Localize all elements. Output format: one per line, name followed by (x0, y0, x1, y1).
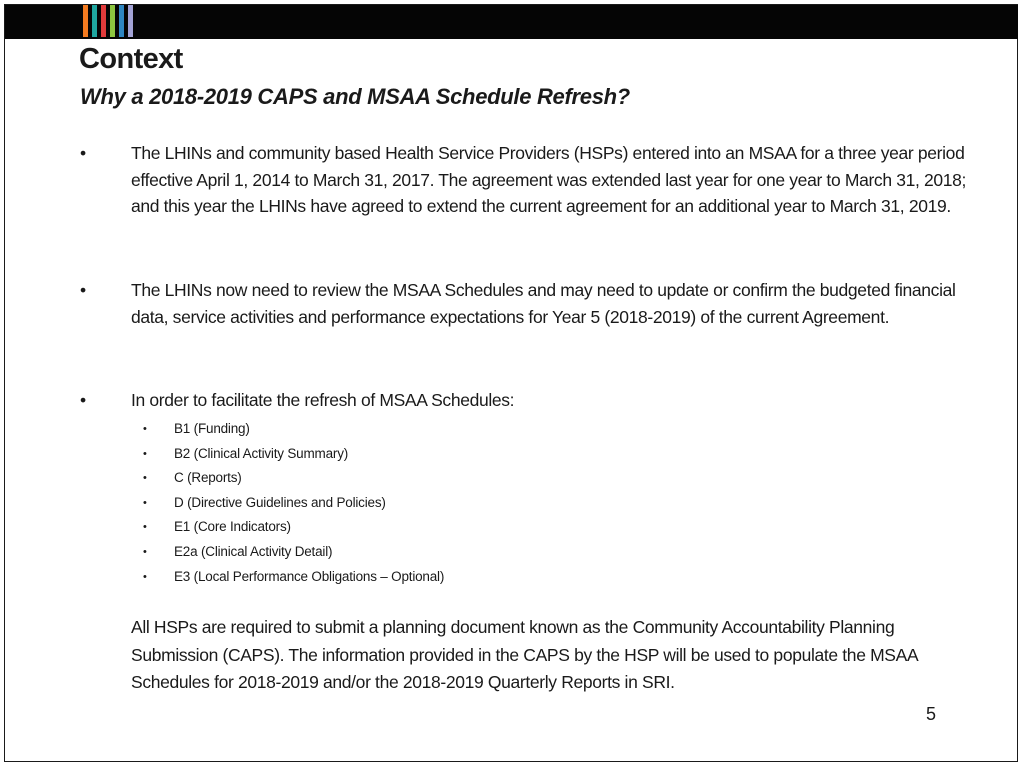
bullet-marker: • (80, 280, 86, 300)
schedule-item (143, 417, 444, 442)
slide-subtitle: Why a 2018-2019 CAPS and MSAA Schedule Refresh? (80, 84, 630, 109)
header-stripe (83, 5, 88, 37)
bullet-item (80, 140, 991, 220)
sub-bullet-marker: • (143, 496, 147, 509)
schedule-item (143, 565, 444, 590)
sub-bullet-marker: • (143, 447, 147, 460)
bullet-marker: • (80, 143, 86, 163)
header-stripe (128, 5, 133, 37)
header-bar (5, 5, 1018, 39)
page-number: 5 (926, 704, 936, 724)
header-stripe (101, 5, 106, 37)
closing-paragraph: All HSPs are required to submit a planning document known as the Community Accountability Planning Submission (CAPS). The information provided in the CAPS by the HSP will be used to populate the MSAA Schedules for 2018-2019 and/or the 2018-2019 Quarterly Reports in SRI. (131, 617, 918, 692)
bullet-item (80, 277, 991, 330)
schedule-label: B2 (Clinical Activity Summary) (174, 445, 349, 461)
bullet-text: The LHINs now need to review the MSAA Schedules and may need to update or confirm the budgeted financial data, service activities and performance expectations for Year 5 (2018-2019) of the current Agreement. (131, 280, 956, 327)
header-stripe (110, 5, 115, 37)
schedule-label: B1 (Funding) (174, 421, 250, 436)
sub-bullet-marker: • (143, 423, 147, 435)
bullet-marker: • (80, 390, 86, 410)
sub-bullet-marker: • (143, 570, 147, 583)
schedule-item (143, 491, 444, 516)
schedule-item (143, 442, 444, 467)
schedule-label: E1 (Core Indicators) (174, 519, 291, 535)
schedule-item (143, 466, 444, 491)
sub-bullet-marker: • (143, 545, 147, 558)
bullet-text: In order to facilitate the refresh of MSAA Schedules: (131, 390, 515, 410)
header-stripe (119, 5, 124, 37)
schedule-item (143, 540, 444, 565)
schedule-item (143, 515, 444, 540)
sub-bullet-marker: • (143, 521, 147, 534)
schedule-list (143, 417, 444, 589)
slide-title: Context (79, 43, 183, 75)
sub-bullet-marker: • (143, 472, 147, 485)
schedule-label: E2a (Clinical Activity Detail) (174, 543, 333, 559)
schedule-label: E3 (Local Performance Obligations – Optional) (174, 568, 445, 584)
bullet-text: The LHINs and community based Health Service Providers (HSPs) entered into an MSAA for a three year period effective April 1, 2014 to March 31, 2017. The agreement was extended last year for one year to March 31, 2018; and this year the LHINs have agreed to extend the current agreement for an additional year to March 31, 2019. (131, 143, 967, 216)
header-stripe (92, 5, 97, 37)
schedule-label: D (Directive Guidelines and Policies) (174, 494, 386, 510)
bullet-item (80, 387, 991, 414)
schedule-label: C (Reports) (174, 470, 242, 486)
